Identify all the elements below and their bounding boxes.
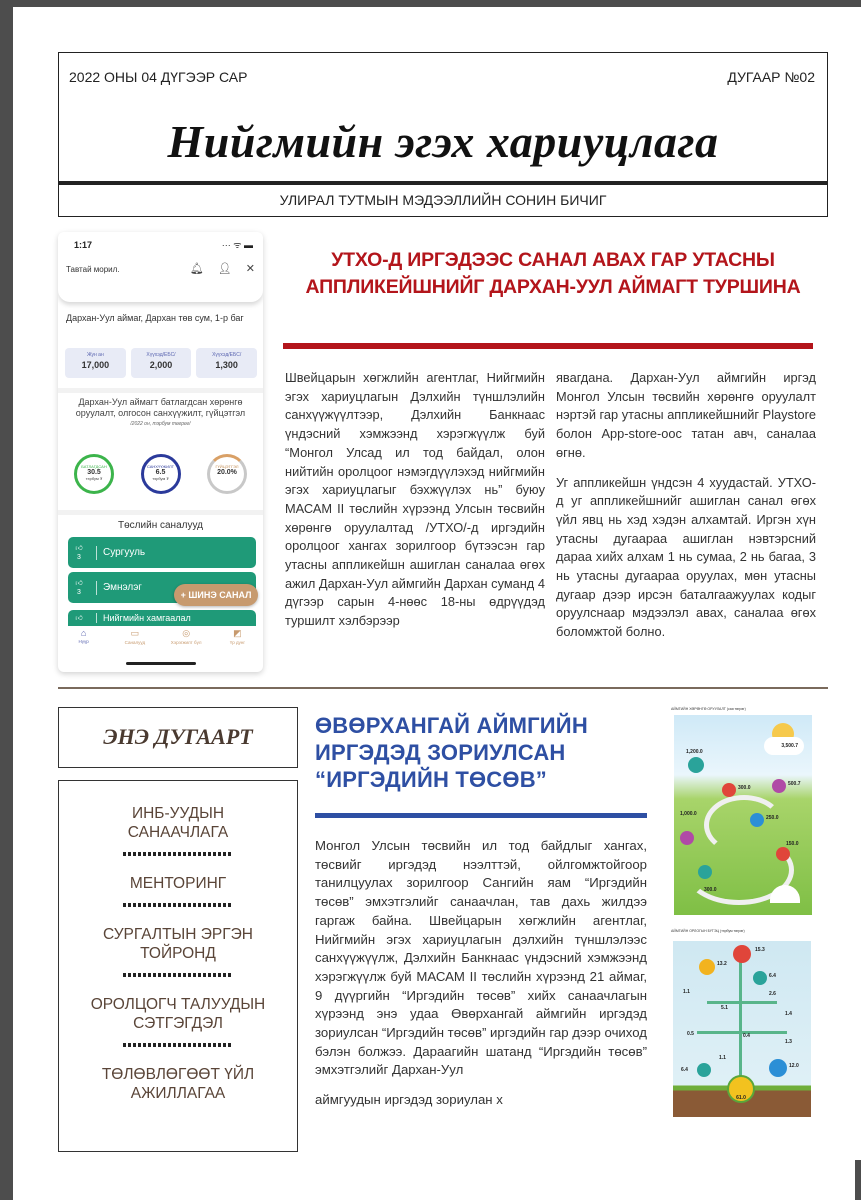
infographic-value: 1.1 [683,989,690,995]
nav-label: Нүүр [78,639,89,644]
article1-body-part1: Швейцарын хөгжлийн агентлаг, Нийгмийн эгэх хариуцлагын Дэлхийн түншлэлийн санхүүжүүлтээр, Дэлхийн Банкнаас үндэсний хэмжээнд хэрэгжүүлж буй “Монгол Улсад ил тод байдал, олон нийтийн оролцоог нэмэгдүүлэхэд нийгмийн эгэх хариуцлагыг бэхжүүлэх нь” буюу МАСАМ II төслийн хүрээнд Улсын төсвийн хөрөнгө оруулалтад /УТХО/-д иргэдийн оролцоог хангах зорилгоор бүтээсэн гар утасны аппликейшн ашиглан саналаа өгөх ажил Дархан-Уул аймгийн Дархан суманд 4 дүгээр сарын 4-нөөс 18-ны өдрүүдэд туршилт хэлбэрээр [285,370,545,629]
stat-card [196,348,257,378]
proposal-name: Эмнэлэг [103,582,142,593]
toc-item: СУРГАЛТЫН ЭРГЭН ТОЙРОНД [103,926,253,962]
app-header [58,232,263,302]
masthead [58,52,828,217]
in-this-issue-heading [58,707,298,768]
nav-label: Саналууд [124,640,146,645]
article1-headline: УТХО-Д ИРГЭДЭЭС САНАЛ АВАХ ГАР УТАСНЫ АППЛИКЕЙШНИЙГ ДАРХАН-УУЛ АЙМАГТ ТУРШИНА [305,249,801,298]
infographic-value: 1.1 [719,1055,726,1061]
proposal-name: Нийгмийн хамгаалал [103,613,191,623]
nav-results [213,628,261,658]
status-icons: ··· ᯤ ▬ [221,240,253,250]
nav-budget [162,628,210,658]
ring-value: 20.0% [217,469,237,476]
ring-label: САНХҮҮЖИЛТ [146,464,175,469]
budget-note: /2022 он, тэрбум төгрөг/ [130,421,191,427]
infographic-value: 1.3 [785,1039,792,1045]
article2-body-tail: аймгуудын иргэдэд зориулан х [315,1092,503,1108]
infographic-value: 300.0 [704,887,717,893]
new-proposal-button: + ШИНЭ САНАЛ [174,584,258,606]
proposals-title: Төслийн саналууд [118,520,203,531]
in-this-issue-title: ЭНЭ ДУГААРТ [103,724,253,749]
budget-icon: ◎ [182,628,191,638]
newspaper-page [13,7,861,1200]
like-count: 👍︎ 3 [75,579,83,596]
infographic-value: 6.4 [681,1067,688,1073]
stat-label: Хүүхэд/ЕБС/ [212,352,242,358]
ring-funding [141,454,181,494]
article1-body-part3: Уг аппликейшн үндсэн 4 хуудастай. УТХО-д уг аппликейшнийг ашиглан санал өгөх үйл явц нь хэд хэдэн алхамтай. Иргэн хүн утасны дугаараа ашиглан нэвтэрсний дараа хийх алхам 1 нь сумаа, 2 нь багаа, 3 нь утасны дугаараа оруулах, мөн утасны дугаар дээр ирсэн баталгаажуулах кодыг оруулснаар мэдээлэл авах, саналаа өгөх боломжтой болно. [556,474,816,640]
infographic-value: 300.0 [738,785,751,791]
proposal-name: Сургууль [103,547,146,558]
issue-number: ДУГААР №02 [727,69,815,85]
like-value: 3 [77,588,81,596]
nav-label: Хэрэгжилт бүл [170,640,202,645]
stat-card [65,348,126,378]
divider [58,510,263,515]
divider [58,388,263,393]
user-icon: 👤︎ [217,263,232,275]
toc-item: ТӨЛӨВЛӨГӨӨТ ҮЙЛ АЖИЛЛАГАА [101,1066,255,1102]
infographic-landscape [674,715,812,915]
nav-proposals [111,628,159,658]
article1-body-part2: явагдана. Дархан-Уул аймгийн иргэд Монгол Улсын төсвийн хөрөнгө оруулалт нэртэй гар утасны аппликейшнийг Playstore болон App-store-оос татан авч, саналаа өгнө. [556,370,816,460]
viewer-frame-edge [855,1160,861,1200]
toc-separator [123,973,233,977]
stat-value: 2,000 [149,360,173,370]
ring-label: ГҮЙЦЭТГЭЛ [215,464,239,469]
newspaper-title: Нийгмийн эгэх хариуцлага [167,116,719,167]
phone-app-screenshot [58,232,263,672]
issue-date: 2022 ОНЫ 04 ДҮГЭЭР САР [69,69,248,85]
infographic-tree [673,941,811,1117]
toc-item: ОРОЛЦОГЧ ТАЛУУДЫН СЭТГЭГДЭЛ [90,996,266,1032]
app-greeting: Тавтай морил. [66,265,120,274]
app-stats [65,348,257,378]
budget-rings [68,454,253,494]
infographic-value: 0.5 [687,1031,694,1037]
toc-item: ИНБ-УУДЫН САНААЧЛАГА [127,805,229,841]
infographic-total: 3,500.7 [781,743,798,749]
stat-card [131,348,192,378]
toc-item: МЕНТОРИНГ [129,875,227,892]
infographic-value: 150.0 [786,841,799,847]
toc-separator [123,852,233,856]
close-icon: ✕ [245,263,255,275]
infographic-revenue-tree [668,927,816,1123]
home-icon: ⌂ [80,628,87,638]
infographic-value: 5.1 [721,1005,728,1011]
like-count: 👍︎ 3 [75,544,83,561]
proposal-item [68,537,256,568]
article2-body-text: Монгол Улсын төсвийн ил тод байдлыг хангах, төсвийг иргэдэд нээлттэй, ойлгомжтойгоор танилцуулах зорилгоор Сангийн яам “Иргэдийн төсөв” эмхэтгэлийг санаачлан, тав дахь жилдээ гаргаж байна. Швейцарын хөгжлийн агентлаг, Нийгмийн эгэх хариуцлагын дэлхийн түншлэлээс санхүүжүүлж, Дэлхийн Банкнаас үндэсний хэмжээнд хэрэгжүүлж буй МАСАМ II төслийн хүрээнд 21 аймаг, 9 дүүргийн “Иргэдийн төсөв” хийх санаачлагын хүрээнд энэ удаа Өвөрхангай аймгийн иргэдэд зориулсан “Иргэдийн төсөв” иргэдийн гар дээр очиход бэлэн болжээ. Дараагийн шатанд “Иргэдийн төсөв” эмхэтгэлийг Дархан-Уул [315,838,647,1078]
ring-value: 6.5 [155,469,166,476]
infographic-value: 1.4 [785,1011,792,1017]
nav-label: Үр дүнг [229,640,245,645]
ring-unit: тэрбум ₮ [152,476,169,481]
article2-rule [315,813,647,818]
infographic-value: 0.4 [743,1033,750,1039]
stat-label: Жун ан [86,352,104,358]
stat-value: 17,000 [81,360,110,370]
bell-icon: 🔔︎ [189,263,204,275]
infographic-value: 12.0 [789,1063,799,1069]
article1-rule [283,343,813,349]
infographic-caption: АЙМГИЙН ОРЛОГЫН БҮТЭЦ (тэрбум төгрөг) [671,929,745,933]
home-indicator [126,662,196,665]
section-divider [58,687,828,689]
newspaper-subtitle: УЛИРАЛ ТУТМЫН МЭДЭЭЛЛИЙН СОНИН БИЧИГ [279,192,607,208]
like-value: 3 [77,553,81,561]
ring-unit: тэрбум ₮ [85,476,103,481]
infographic-value: 250.0 [766,815,779,821]
toc-separator [123,903,233,907]
article2-body [315,837,647,1110]
infographic-investment [668,705,816,917]
article1-column2 [556,369,816,642]
infographic-value: 500.7 [788,781,801,787]
infographic-value: 15.3 [755,947,765,953]
infographic-total: 61.0 [736,1095,746,1101]
budget-title [68,397,253,430]
infographic-value: 2.6 [769,991,776,997]
proposals-icon: ▭ [130,628,140,638]
infographic-value: 1,000.0 [680,811,697,817]
profile-icon: ◩ [233,628,242,638]
infographic-value: 6.4 [769,973,776,979]
table-of-contents [58,780,298,1152]
app-location: Дархан-Уул аймаг, Дархан төв сум, 1-р баг [66,313,244,323]
masthead-divider [59,181,827,185]
article1-column1 [285,369,545,631]
ring-approved [74,454,114,494]
infographic-value: 1,200.0 [686,749,703,755]
infographic-value: 13.2 [717,961,727,967]
stat-value: 1,300 [215,360,238,370]
proposal-item [68,610,256,626]
app-bottom-nav [58,628,263,658]
toc-separator [123,1043,233,1047]
ring-value: 30.5 [87,469,101,476]
budget-title-text: Дархан-Уул аймагт батлагдсан хөрөнгө оруулалт, олгосон санхүүжилт, гүйцэтгэл [75,397,246,418]
stat-label: Хүүхэд/ЕБС/ [146,352,176,358]
nav-home [60,628,108,658]
ring-label: БАТЛАГДСАН [81,464,107,469]
ring-performance [207,454,247,494]
status-time: 1:17 [74,240,93,250]
infographic-caption: АЙМГИЙН ХӨРӨНГӨ ОРУУЛАЛТ (сая төгрөг) [671,707,746,711]
like-count: 👍︎ [75,614,83,622]
article2-headline: ӨВӨРХАНГАЙ АЙМГИЙН ИРГЭДЭД ЗОРИУЛСАН “ИРГЭДИЙН ТӨСӨВ” [315,713,588,792]
